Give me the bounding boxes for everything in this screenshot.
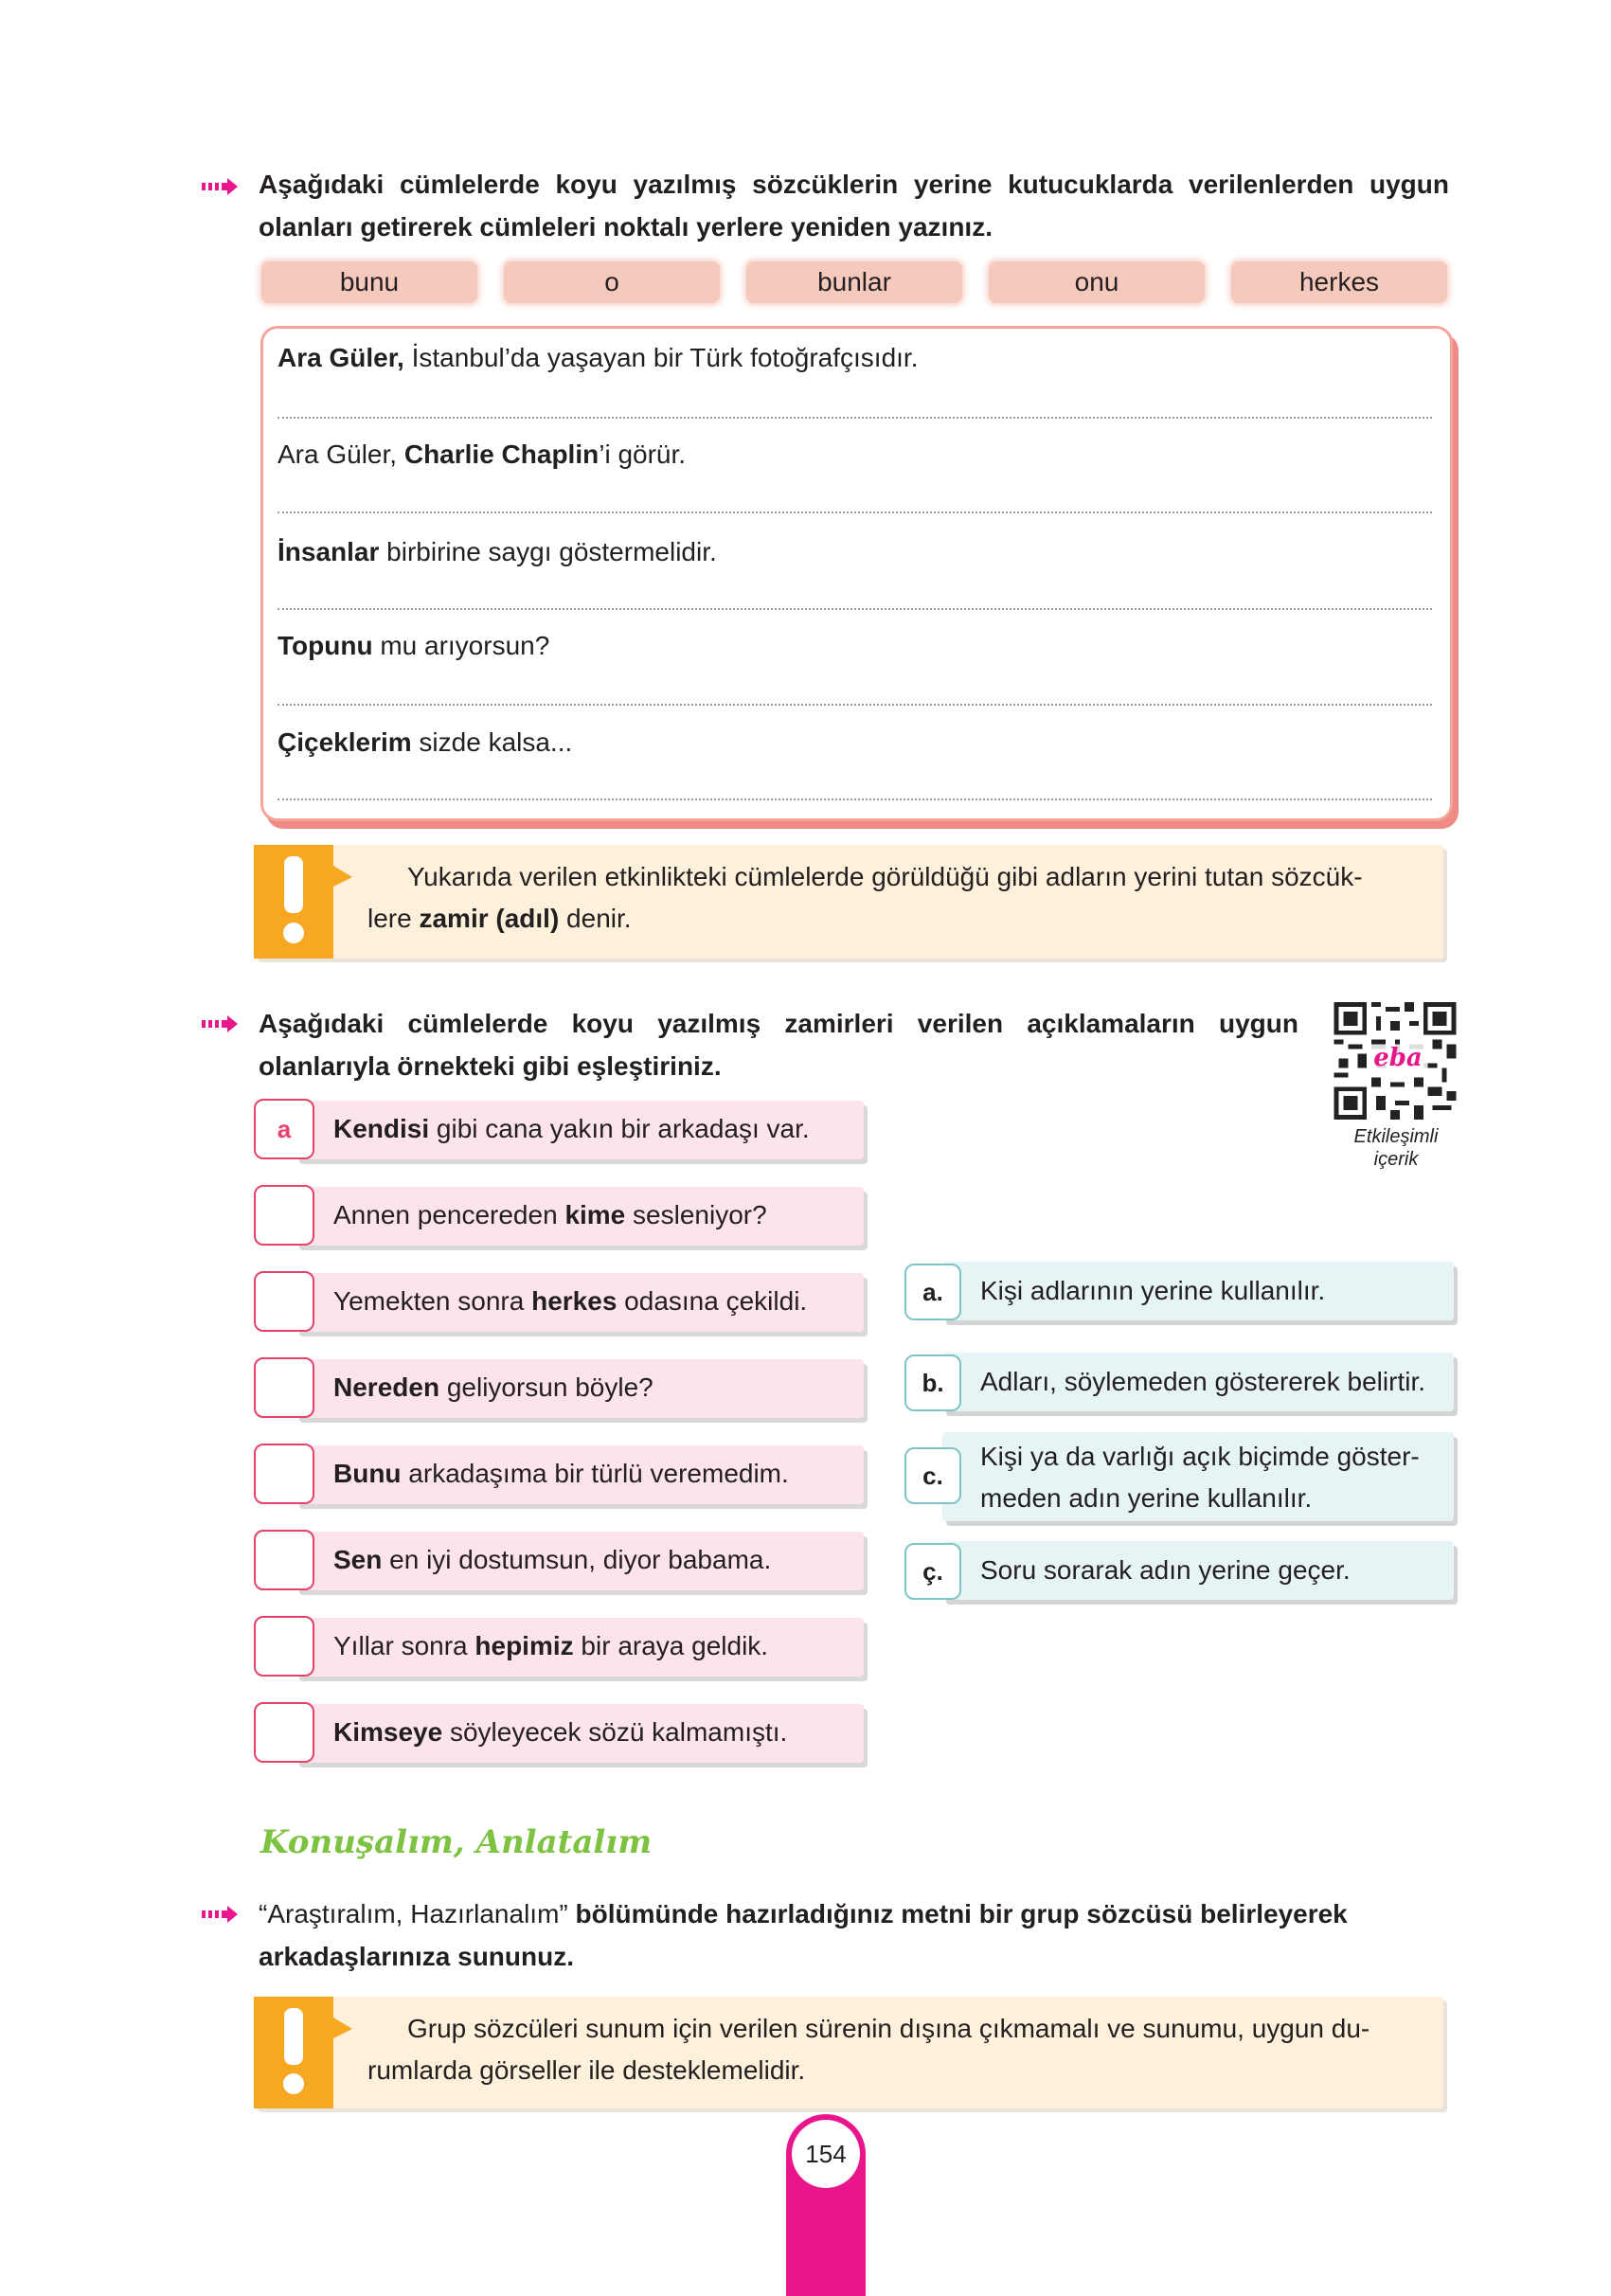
option-b: b. Adları, söylemeden göstererek belirtir. (904, 1353, 1454, 1411)
sentence-4: Topunu mu arıyorsun? (277, 631, 550, 660)
exclamation-icon (254, 845, 333, 959)
match-row: Yıllar sonra hepimiz bir araya geldik. (254, 1616, 865, 1678)
answer-box[interactable] (254, 1530, 314, 1590)
match-row: Sen en iyi dostumsun, diyor babama. (254, 1530, 865, 1592)
section-title: Konuşalım, Anlatalım (260, 1823, 653, 1861)
option-letter: a. (904, 1264, 961, 1320)
bullet-arrow-icon (202, 1905, 240, 1924)
match-row: Kimseye söyleyecek sözü kalmamıştı. (254, 1702, 865, 1765)
option-letter: b. (904, 1354, 961, 1411)
match-row: Nereden geliyorsun böyle? (254, 1357, 865, 1420)
info-note (254, 1997, 1443, 2108)
answer-line-3[interactable] (277, 608, 1432, 610)
qr-code[interactable] (1334, 1002, 1457, 1120)
pronoun-chip: bunu (261, 261, 477, 303)
task1-instruction: Aşağıdaki cümlelerde koyu yazılmış sözcüklerin yerine kutucuklarda verilenlerden uygun olanları getirerek cümleleri noktalı yerlere yeniden yazınız. (259, 170, 1449, 242)
note-line-2: lere zamir (adıl) denir. (367, 904, 632, 933)
eba-logo: eba (1373, 1044, 1423, 1072)
answer-box[interactable] (254, 1271, 314, 1332)
note-line-1: Grup sözcüleri sunum için verilen sürenin dışına çıkmamalı ve sunumu, uygun du- (407, 2014, 1370, 2043)
answer-box[interactable] (254, 1616, 314, 1677)
info-note (254, 845, 1443, 959)
option-c-cedilla: ç. Soru sorarak adın yerine geçer. (904, 1541, 1454, 1600)
option-a: a. Kişi adlarının yerine kullanılır. (904, 1262, 1454, 1320)
sentence-3: İnsanlar birbirine saygı göstermelidir. (277, 537, 717, 566)
page-number: 154 (792, 2120, 860, 2188)
answer-box[interactable] (254, 1702, 314, 1763)
option-letter: c. (904, 1447, 961, 1504)
answer-box[interactable] (254, 1444, 314, 1504)
match-row: Yemekten sonra herkes odasına çekildi. (254, 1271, 865, 1334)
answer-box[interactable] (254, 1357, 314, 1418)
answer-line-4[interactable] (277, 704, 1432, 706)
option-c: c. Kişi ya da varlığı açık biçimde göster- meden adın yerine kullanılır. (904, 1432, 1454, 1521)
answer-line-5[interactable] (277, 798, 1432, 800)
pronoun-chip: bunlar (746, 261, 962, 303)
pronoun-chip: herkes (1231, 261, 1447, 303)
answer-box[interactable]: a (254, 1099, 314, 1159)
task2-instruction: Aşağıdaki cümlelerde koyu yazılmış zamirleri verilen açıklamaların uygun olanlarıyla örnekteki gibi eşleştiriniz. (259, 1009, 1298, 1081)
sentence-2: Ara Güler, Charlie Chaplin’i görür. (277, 439, 687, 469)
option-letter: ç. (904, 1543, 961, 1600)
bullet-arrow-icon (202, 177, 240, 196)
pronoun-chip: o (504, 261, 720, 303)
qr-label: Etkileşimli içerik (1353, 1126, 1439, 1170)
answer-line-1[interactable] (277, 417, 1432, 419)
section-instruction: “Araştıralım, Hazırlanalım” bölümünde hazırladığınız metni bir grup sözcüsü belirleyerek arkadaşlarınıza sununuz. (259, 1899, 1348, 1971)
note-line-2: rumlarda görseller ile desteklemelidir. (367, 2055, 806, 2085)
sentence-1: Ara Güler, İstanbul’da yaşayan bir Türk fotoğrafçısıdır. (277, 343, 919, 372)
sentence-5: Çiçeklerim sizde kalsa... (277, 727, 573, 757)
answer-box[interactable] (254, 1185, 314, 1246)
pronoun-chip: onu (989, 261, 1205, 303)
exclamation-icon (254, 1997, 333, 2108)
note-line-1: Yukarıda verilen etkinlikteki cümlelerde görüldüğü gibi adların yerini tutan sözcük- (407, 862, 1363, 891)
answer-line-2[interactable] (277, 511, 1432, 513)
match-row: Bunu arkadaşıma bir türlü veremedim. (254, 1444, 865, 1506)
bullet-arrow-icon (202, 1014, 240, 1033)
match-row: Annen pencereden kime sesleniyor? (254, 1185, 865, 1247)
match-row: a Kendisi gibi cana yakın bir arkadaşı var. (254, 1099, 865, 1161)
